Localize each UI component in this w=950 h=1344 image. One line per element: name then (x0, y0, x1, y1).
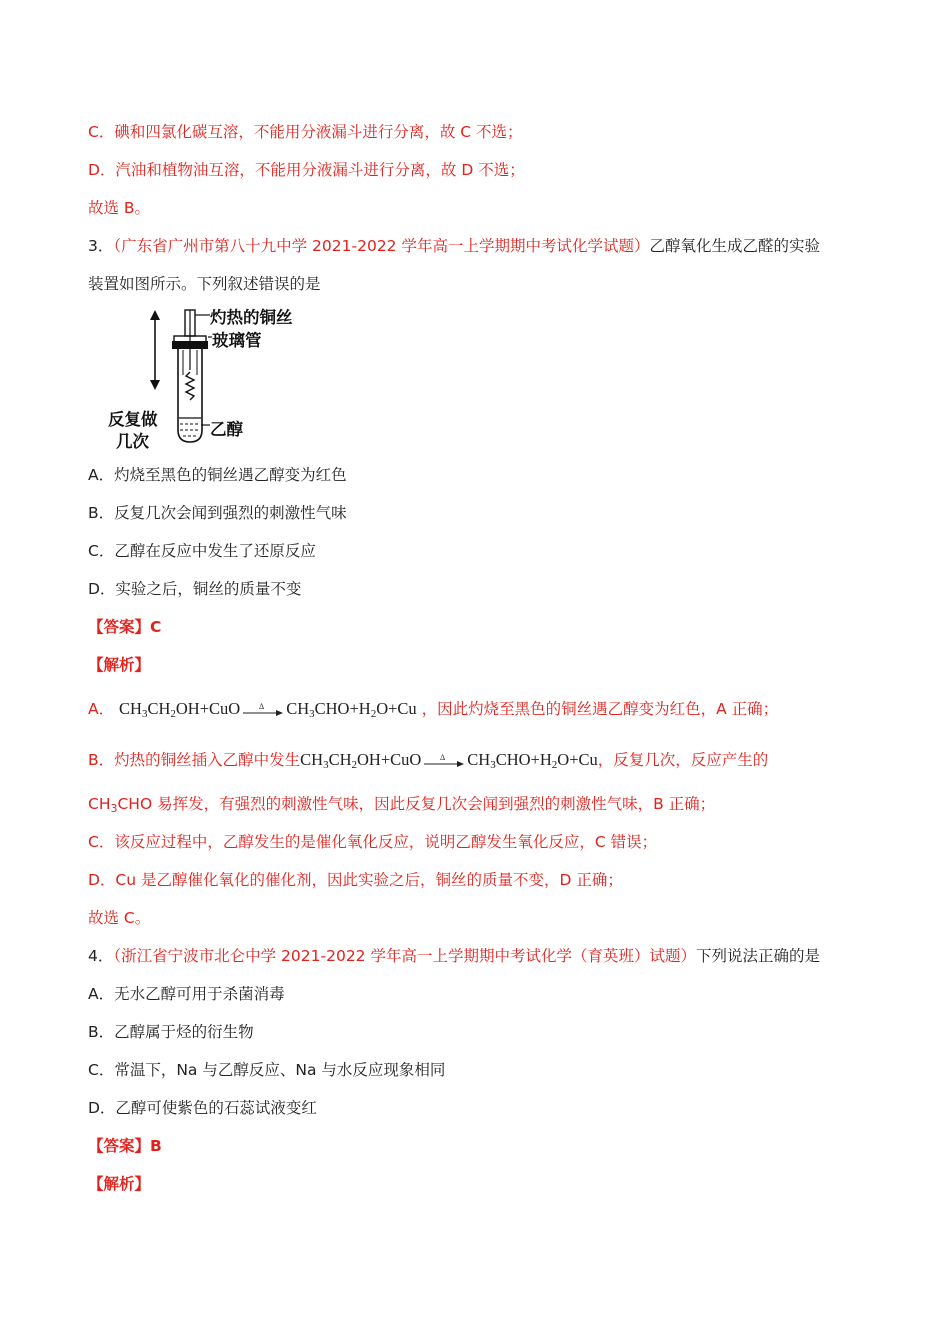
q4-option-a: A．无水乙醇可用于杀菌消毒 (88, 985, 285, 1003)
q3-analysis-d: D．Cu 是乙醇催化氧化的催化剂，因此实验之后，铜丝的质量不变，D 正确； (88, 871, 623, 889)
q2-option-c-analysis: C．碘和四氯化碳互溶，不能用分液漏斗进行分离，故 C 不选； (88, 123, 523, 141)
ch3cho-formula: $CH_3CHO$ (88, 795, 158, 815)
heat-arrow-icon (423, 754, 465, 768)
label-repeat-1: 反复做 (108, 410, 158, 429)
q2-option-d-analysis: D．汽油和植物油互溶，不能用分液漏斗进行分离，故 D 不选； (88, 161, 525, 179)
analysis-b-suffix: ，反复几次，反应产生的 (597, 751, 769, 769)
equation-a: $CH_3CH_2OH+CuO$ Δ $CH_3CHO+H_2O+Cu$ (119, 699, 417, 720)
analysis-a-prefix: A． (88, 700, 115, 718)
q3-option-a: A．灼烧至黑色的铜丝遇乙醇变为红色 (88, 466, 347, 484)
q3-analysis-a (88, 698, 778, 720)
q3-stem-line-2: 装置如图所示。下列叙述错误的是 (88, 275, 321, 293)
q3-analysis-c: C．该反应过程中，乙醇发生的是催化氧化反应，说明乙醇发生氧化反应，C 错误； (88, 833, 658, 851)
q4-stem-text: 下列说法正确的是 (695, 947, 820, 965)
analysis-a-suffix: ，因此灼烧至黑色的铜丝遇乙醇变为红色，A 正确； (421, 700, 779, 718)
q3-source: （广东省广州市第八十九中学 2021-2022 学年高一上学期期中考试化学试题） (113, 237, 650, 255)
q3-stem-line-1 (88, 235, 820, 257)
q3-stem-a: 乙醇氧化生成乙醛的实验 (649, 237, 820, 255)
q3-analysis-title: 【解析】 (88, 656, 151, 674)
analysis-b-prefix: B．灼热的铜丝插入乙醇中发生 (88, 751, 301, 769)
q4-stem (88, 945, 820, 967)
analysis-b-cont-text: 易挥发，有强烈的刺激性气味，因此反复几次会闻到强烈的刺激性气味，B 正确； (157, 795, 716, 813)
q3-conclusion: 故选 C。 (88, 909, 151, 927)
q4-answer: 【答案】B (88, 1137, 162, 1155)
q4-option-d: D．乙醇可使紫色的石蕊试液变红 (88, 1099, 317, 1117)
q4-option-c: C．常温下，Na 与乙醇反应、Na 与水反应现象相同 (88, 1061, 446, 1079)
q4-option-b: B．乙醇属于烃的衍生物 (88, 1023, 254, 1041)
label-repeat-2: 几次 (116, 432, 149, 451)
q3-option-c: C．乙醇在反应中发生了还原反应 (88, 542, 316, 560)
q3-answer: 【答案】C (88, 618, 162, 636)
equation-b: $CH_3CH_2OH+CuO$ Δ $CH_3CHO+H_2O+Cu$ (300, 750, 598, 771)
label-ethanol: 乙醇 (210, 420, 243, 439)
q4-source: （浙江省宁波市北仑中学 2021-2022 学年高一上学期期中考试化学（育英班）试题） (113, 947, 696, 965)
q4-analysis-title: 【解析】 (88, 1175, 151, 1193)
label-glass-tube: 玻璃管 (212, 331, 262, 350)
heat-arrow-icon (242, 703, 284, 717)
q3-apparatus-figure (100, 300, 315, 460)
q4-number: 4． (88, 947, 114, 965)
delta-symbol: Δ (259, 703, 265, 712)
q3-option-b: B．反复几次会闻到强烈的刺激性气味 (88, 504, 347, 522)
q2-conclusion: 故选 B。 (88, 199, 151, 217)
q3-number: 3． (88, 237, 114, 255)
q3-analysis-b (88, 749, 768, 771)
delta-symbol: Δ (440, 754, 446, 763)
q3-option-d: D．实验之后，铜丝的质量不变 (88, 580, 302, 598)
label-hot-copper-wire: 灼热的铜丝 (210, 308, 293, 327)
q3-analysis-b-cont (88, 793, 715, 815)
